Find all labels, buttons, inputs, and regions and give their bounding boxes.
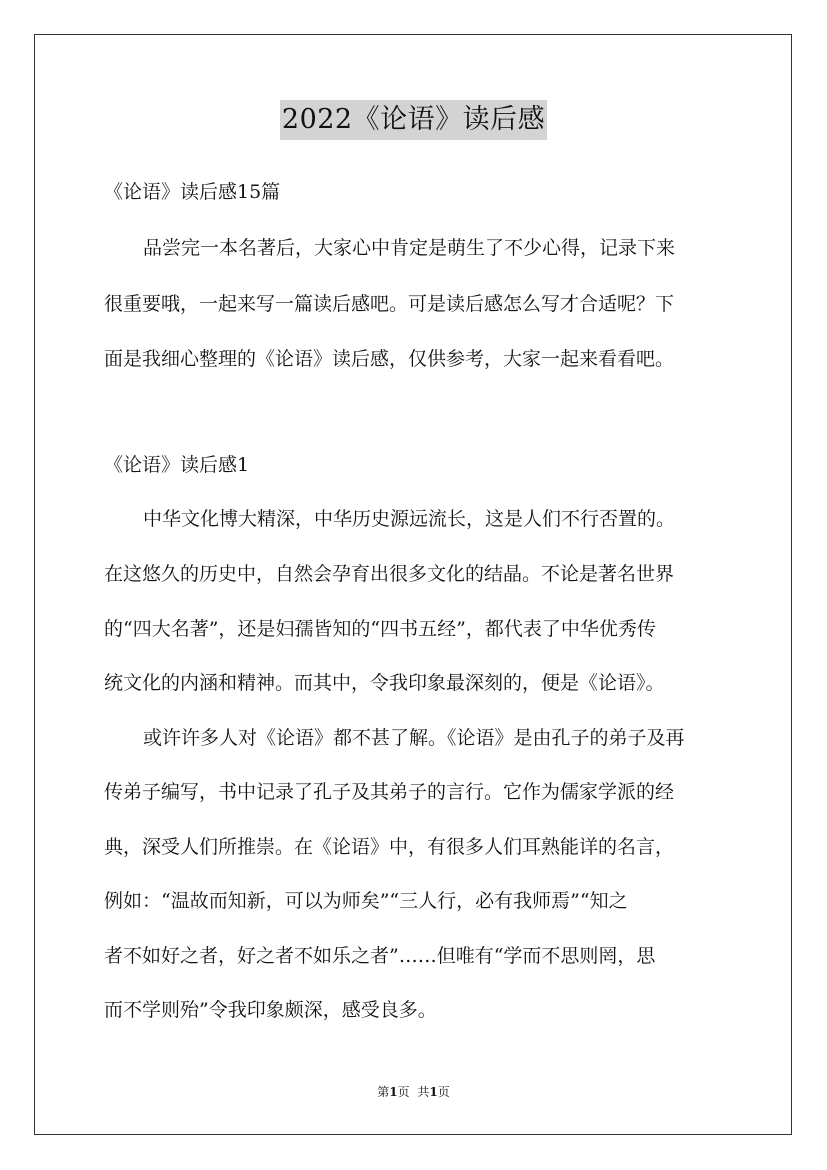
para1-line: 中华文化博大精深，中华历史源远流长，这是人们不行否置的。 (143, 508, 676, 530)
page-footer (0, 1083, 827, 1101)
para2-line: 例如：“温故而知新，可以为师矣”“三人行，必有我师焉”“知之 (104, 890, 628, 912)
para1-line: 在这悠久的历史中，自然会孕育出很多文化的结晶。不论是著名世界 (104, 563, 675, 585)
para2-line: 传弟子编写，书中记录了孔子及其弟子的言行。它作为儒家学派的经 (104, 781, 675, 803)
footer-total-prefix: 共 (417, 1085, 430, 1099)
subtitle: 《论语》读后感15篇 (104, 181, 281, 203)
para2-line: 典，深受人们所推崇。在《论语》中，有很多人们耳熟能详的名言， (104, 836, 675, 858)
para2-line: 而不学则殆”令我印象颇深，感受良多。 (104, 999, 437, 1021)
intro-line: 品尝完一本名著后，大家心中肯定是萌生了不少心得，记录下来 (143, 237, 676, 259)
para2-line: 或许许多人对《论语》都不甚了解。《论语》是由孔子的弟子及再 (143, 727, 685, 749)
footer-page-number: 1 (389, 1085, 398, 1099)
footer-total-number: 1 (429, 1085, 438, 1099)
footer-total-unit: 页 (437, 1085, 450, 1099)
footer-prefix: 第 (377, 1085, 390, 1099)
section-heading: 《论语》读后感1 (104, 454, 250, 476)
intro-line: 面是我细心整理的《论语》读后感，仅供参考，大家一起来看看吧。 (104, 348, 675, 370)
footer-page-unit: 页 (397, 1085, 410, 1099)
title-wrap (0, 100, 827, 140)
para2-line: 者不如好之者，好之者不如乐之者”……但唯有“学而不思则罔，思 (104, 945, 656, 967)
para1-line: 统文化的内涵和精神。而其中，令我印象最深刻的，便是《论语》。 (104, 672, 665, 694)
intro-line: 很重要哦，一起来写一篇读后感吧。可是读后感怎么写才合适呢？下 (104, 293, 675, 315)
para1-line: 的“四大名著”，还是妇孺皆知的“四书五经”，都代表了中华优秀传 (104, 618, 656, 640)
document-title: 2022《论语》读后感 (280, 100, 547, 140)
